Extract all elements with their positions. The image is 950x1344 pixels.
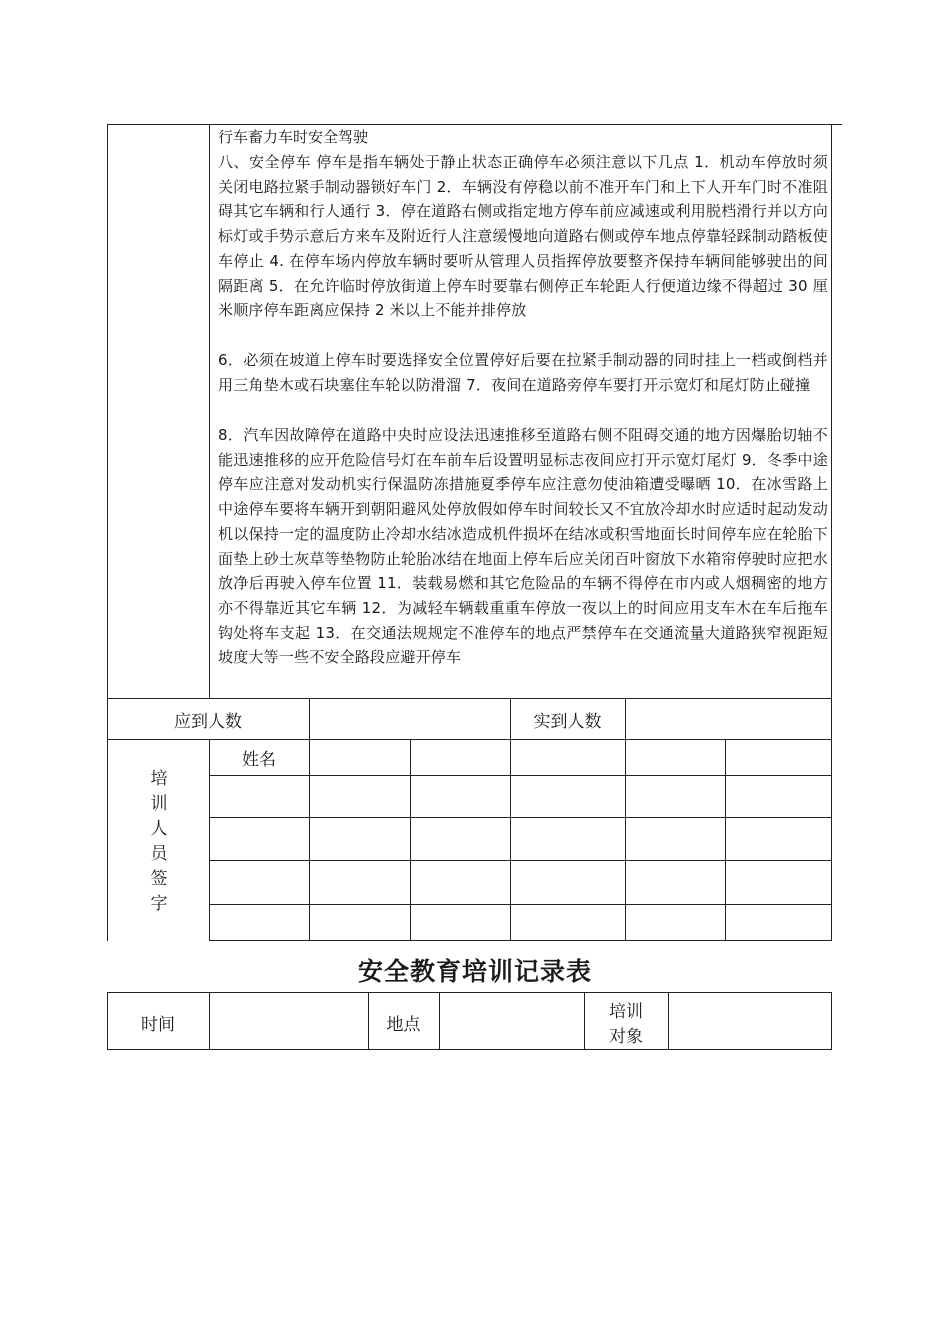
signature-grid-bottom [209,940,832,941]
section-eight-paragraph: 八、安全停车 停车是指车辆处于静止状态正确停车必须注意以下几点 1．机动车停放时须关闭电路拉紧手制动器锁好车门 2．车辆没有停稳以前不准开车门和上下人开车门时不准阻碍其它车辆和行人通行 3．停在道路右侧或指定地方停车前应减速或利用脱档滑行并以方向标灯或手势示意后方来车及附近行人注意缓慢地向道路右侧或停车地点停靠轻踩制动踏板使车停止 4. 在停车场内停放车辆时要听从管理人员指挥停放要整齐保持车辆间能够驶出的间隔距离 5．在允许临时停放街道上停车时要靠右侧停正车轮距人行便道边缘不得超过 30 厘米顺序停车距离应保持 2 米以上不能并排停放 [218,153,828,320]
signature-label: 培训人员签字 [150,769,168,914]
item-six-paragraph: 6．必须在坡道上停车时要选择安全位置停好后要在拉紧手制动器的同时挂上一档或倒档并用三角垫木或石块塞住车轮以防滑溜 7．夜间在道路旁停车要打开示宽灯和尾灯防止碰撞 [218,351,828,394]
table-left-border [107,124,108,941]
form2-col-3 [439,992,440,1050]
attendance-divider-1 [309,698,310,740]
name-header: 姓名 [242,750,276,770]
table-right-border [831,124,832,941]
signature-col-4 [510,739,511,941]
item-eight-paragraph: 8．汽车因故障停在道路中央时应设法迅速推移至道路右侧不阻碍交通的地方因爆胎切轴不能迅速推移的应开危险信号灯在车前车后设置明显标志夜间应打开示宽灯尾灯 9．冬季中途停车应注意对发动机实行保温防冻措施夏季停车应注意勿使油箱遭受曝晒 10．在冰雪路上中途停车要将车辆开到朝阳避风处停放假如停车时间较长又不宜放冷却水时应适时起动发动机以保持一定的温度防止冷却水结冰造成机件损坏在结冰或积雪地面长时间停车应在轮胎下面垫上砂土灰草等垫物防止轮胎冰结在地面上停车后应关闭百叶窗放下水箱帘停驶时应把水放净后再驶入停车位置 11．装载易燃和其它危险品的车辆不得停在市内或人烟稠密的地方亦不得靠近其它车辆 12．为减轻车辆载重重车停放一夜以上的时间应用支车木在车后拖车钩处将车支起 13．在交通法规规定不准停车的地点严禁停车在交通流量大道路狭窄视距短坡度大等一些不安全路段应避开停车 [218,426,828,667]
intro-line: 行车畜力车时安全驾驶 [218,128,369,146]
form2-col-1 [209,992,210,1050]
signature-col-5 [625,739,626,941]
target-label-line2: 对象 [609,1027,643,1047]
form2-bottom-border [107,1049,832,1050]
place-label: 地点 [386,1015,421,1035]
signature-row-line-1 [209,775,832,776]
form2-top-border [107,992,832,993]
form-title: 安全教育培训记录表 [357,957,592,986]
signature-col-6 [725,739,726,941]
time-label: 时间 [141,1015,175,1035]
form2-col-6 [831,992,832,1050]
table-inner-left-border [209,124,210,699]
signature-row-line-3 [209,860,832,861]
actual-count-label: 实到人数 [533,712,602,732]
attendance-divider-3 [625,698,626,740]
row-attendance-top [107,698,832,699]
target-label-line1: 培训 [609,1002,643,1022]
form2-col-5 [668,992,669,1050]
signature-grid-top [107,739,832,740]
signature-row-line-4 [209,904,832,905]
signature-col-2 [309,739,310,941]
signature-row-line-2 [209,817,832,818]
signature-col-3 [410,739,411,941]
expected-count-label: 应到人数 [174,712,242,732]
